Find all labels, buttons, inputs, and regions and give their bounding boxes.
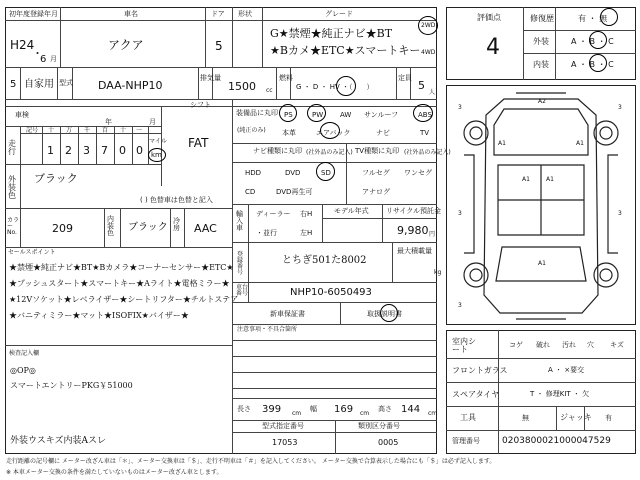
control-no-value: 0203800021000047529 — [502, 436, 611, 446]
front-glass-label: フロントガラス — [452, 366, 508, 375]
ac-label: 冷房 — [173, 217, 180, 232]
width-value: 169 — [334, 404, 354, 415]
indoor-dirt: 汚れ — [562, 341, 576, 349]
registration-number: とちぎ501た8002 — [282, 255, 367, 266]
indoor-hole: 穴 — [587, 341, 594, 349]
score-value: 4 — [486, 35, 500, 60]
door-count: 5 — [215, 39, 223, 53]
diagram-label-10: 3 — [618, 210, 622, 217]
car-name: アクア — [108, 38, 144, 52]
reg-month-prefix: ・ — [32, 47, 43, 60]
reg-month: 6 — [40, 54, 47, 65]
mileage-digit-3: 3 — [83, 144, 90, 157]
max-load-label: 最大積載量 — [397, 247, 432, 255]
indoor-burn: コゲ — [509, 341, 523, 349]
inspector-line-2: スマートエントリーPKG￥51000 — [10, 381, 133, 390]
shift-label: シフト — [190, 101, 211, 109]
manual-circle — [380, 304, 398, 322]
width-label: 幅 — [310, 405, 317, 413]
fuel-options: G ・ D ・ HV ・（ ） — [296, 83, 374, 91]
equip-abs: ABS — [418, 111, 432, 119]
equip-sunroof: サンルーフ — [364, 111, 399, 119]
spare-tire-label: スペアタイヤ — [452, 390, 500, 399]
max-load-unit: kg — [434, 269, 442, 276]
capacity-unit: 人 — [429, 89, 436, 96]
navi-label: ナビ種類に丸印 — [253, 147, 302, 155]
mileage-unit-mile: マイル — [149, 138, 167, 145]
manual-label: 取扱説明書 — [367, 310, 402, 318]
color-no-label: カラーNo. — [7, 217, 20, 236]
import-dealer: ディーラー — [256, 210, 291, 218]
indoor-tear: 破れ — [536, 341, 550, 349]
chassis-number: NHP10-6050493 — [290, 287, 372, 298]
footer-line-1: 走行距離の記号欄に メーター改ざん車は「＊」、メーター交換車は「＄」、走行不明車は「＃」を記入してください。 メーター交換で合算表示した場合にも「＄」は必ず記入します。 — [6, 458, 496, 465]
equip-navi: ナビ — [376, 129, 390, 137]
drive-2wd: 2WD — [421, 22, 436, 29]
digit-label-3: 千 — [84, 127, 91, 134]
equip-pw-circle — [307, 104, 326, 122]
displacement-unit: cc — [266, 87, 273, 94]
digit-label-1: 十 — [48, 127, 55, 134]
indoor-scratch: キズ — [610, 341, 624, 349]
car-name-label: 車名 — [124, 10, 138, 18]
import-parallel: ・並行 — [256, 229, 277, 237]
int-grade-label: 内装 — [533, 60, 549, 69]
int-grade-circle — [589, 54, 607, 72]
ext-grade-options: A ・ B ・ C — [571, 37, 614, 46]
diagram-label-6: A1 — [498, 140, 506, 147]
diagram-label-11: 3 — [458, 302, 462, 309]
tv-label: TV種類に丸印 — [355, 147, 400, 155]
navi-dvd: DVD — [285, 169, 301, 177]
recycle-unit: 円 — [429, 231, 436, 238]
model-label: 型式 — [59, 79, 73, 87]
equip-abs-circle — [413, 104, 433, 122]
equipment-sub: (純正のみ) — [237, 127, 266, 134]
ac-value: AAC — [194, 222, 217, 235]
equip-pw: PW — [312, 111, 324, 119]
diagram-label-5: A1 — [546, 176, 554, 183]
ext-grade-label: 外装 — [533, 37, 549, 46]
length-unit: cm — [292, 410, 302, 417]
mileage-digit-2: 2 — [65, 144, 72, 157]
length-value: 399 — [262, 404, 282, 415]
grade-line-2: ★Bカメ★ETC★スマートキー — [270, 44, 421, 57]
restore-options: 有 ・ 無 — [578, 14, 608, 23]
registration-label: 登録番号 — [237, 251, 244, 276]
equip-ps: PS — [284, 111, 293, 119]
indoor-seat-label: 室内シート — [452, 337, 476, 354]
spare-tire-options: T ・ 修理KIT ・ 欠 — [530, 390, 590, 398]
mileage-digit-4: 7 — [101, 144, 108, 157]
notes-label: 注意事項・不具合箇所 — [237, 326, 298, 333]
fuel-label: 燃料 — [279, 74, 293, 82]
sales-line-3: ★12Vソケット★レベライザー★シートリフター★チルトステア — [9, 295, 239, 304]
interior-label: 内装色 — [107, 215, 114, 237]
score-label: 評価点 — [477, 13, 501, 22]
height-unit: cm — [428, 410, 438, 417]
tools-label: 工具 — [460, 413, 476, 422]
class-no-label: 類別区分番号 — [358, 422, 400, 430]
import-left: 左H — [300, 229, 313, 237]
length-label: 長さ — [237, 405, 251, 413]
jack-value: 有 — [605, 414, 612, 422]
model-year-label: モデル年式 — [334, 207, 369, 215]
tv-analog: アナログ — [362, 188, 390, 196]
import-label: 輸入車 — [236, 210, 243, 232]
equip-leather: 本革 — [282, 129, 296, 137]
sales-line-1: ★禁煙★純正ナビ★BT★Bカメラ★コーナーセンサー★ETC★ — [9, 263, 234, 272]
plate-class: 5 — [10, 79, 17, 90]
km-circle — [148, 148, 166, 162]
digit-label-4: 百 — [102, 127, 109, 134]
sales-line-4: ★バニティミラー★マット★ISOFIX★バイザー★ — [9, 311, 189, 320]
equip-airbag: エアバック — [316, 129, 351, 137]
footer-line-2: ※ 本車メーター交換の条件を満たしていないものはメーター改ざん車とします。 — [6, 469, 223, 476]
type-spec-value: 17053 — [272, 438, 298, 447]
tv-fullseg: フルセグ — [362, 169, 390, 177]
drive-4wd: 4WD — [421, 49, 436, 56]
warranty-label: 新車保証書 — [270, 310, 305, 318]
mileage-digit-1: 1 — [47, 144, 54, 157]
navi-sd-circle — [316, 162, 335, 181]
ext-grade-circle — [589, 31, 607, 49]
grade-label: グレード — [325, 10, 353, 18]
sales-line-2: ★プッシュスタート★スマートキー★Aライト★電格ミラー★ — [9, 279, 230, 288]
ext-color-label: 外装色 — [8, 175, 16, 200]
capacity-label: 定員 — [398, 74, 412, 82]
navi-dvd-play: DVD再生可 — [276, 188, 313, 196]
grade-line-1: G★禁煙★純正ナビ★BT — [270, 27, 393, 40]
inspector-bottom: 外装ウスキズ内装Aスレ — [10, 436, 107, 446]
restore-label: 修復歴 — [530, 14, 554, 23]
diagram-label-4: A1 — [522, 176, 530, 183]
diagram-label-8: A1 — [538, 260, 546, 267]
diagram-label-9: 3 — [458, 210, 462, 217]
front-glass-options: A ・ ×要交 — [548, 366, 585, 374]
reg-date-label: 初年度登録年月 — [9, 10, 58, 18]
inspection-year-unit: 年 — [105, 118, 112, 126]
fuel-hv-circle — [336, 76, 356, 96]
navi-cd: CD — [245, 188, 256, 196]
car-diagram — [446, 85, 636, 325]
diagram-label-2: A2 — [538, 98, 546, 105]
shape-label: 形状 — [238, 10, 252, 18]
class-no-value: 0005 — [378, 438, 399, 447]
inspector-label: 検査記入欄 — [9, 350, 40, 357]
equip-ps-circle — [279, 104, 297, 122]
jack-label: ジャッキ — [560, 413, 592, 422]
usage: 自家用 — [24, 79, 54, 90]
control-no-label: 管理番号 — [452, 437, 480, 445]
tv-sub: (社外品のみ記入) — [404, 149, 451, 156]
recycle-value: 9,980 — [397, 224, 429, 237]
inspection-month-unit: 月 — [149, 118, 156, 126]
height-label: 高さ — [378, 405, 392, 413]
mileage-digit-6: 0 — [136, 144, 143, 157]
navi-sub: (社外品のみ記入) — [306, 149, 353, 156]
capacity: 5 — [418, 79, 425, 92]
tools-value: 無 — [522, 414, 529, 422]
int-grade-options: A ・ B ・ C — [571, 60, 614, 69]
equip-aw: AW — [340, 111, 352, 119]
equipment-label: 装備品に丸印 — [236, 109, 278, 117]
interior-color: ブラック — [128, 222, 168, 233]
import-right: 右H — [300, 210, 313, 218]
model-code: DAA-NHP10 — [98, 79, 163, 92]
door-label: ドア — [211, 10, 225, 18]
inspector-line-1: ◎OP◎ — [10, 366, 36, 375]
shift-value: FAT — [188, 136, 209, 150]
mileage-label: 走行 — [8, 139, 16, 156]
reg-month-unit: 月 — [50, 55, 57, 63]
equip-tv: TV — [420, 129, 430, 137]
diagram-label-3: 3 — [618, 104, 622, 111]
displacement-label: 排気量 — [200, 74, 221, 82]
inspection-label: 車検 — [15, 111, 29, 119]
reg-year: H24 — [10, 38, 35, 52]
sales-point-label: セールスポイント — [8, 249, 56, 256]
equip-airbag-circle — [320, 122, 340, 139]
displacement: 1500 — [228, 80, 256, 93]
navi-sd: SD — [321, 169, 331, 177]
diagram-label-7: A1 — [576, 140, 584, 147]
width-unit: cm — [360, 410, 370, 417]
mileage-digit-5: 0 — [119, 144, 126, 157]
navi-hdd: HDD — [245, 169, 262, 177]
digit-label-6: 一 — [136, 127, 143, 134]
color-no: 209 — [52, 222, 73, 235]
ext-color: ブラック — [34, 172, 78, 185]
mileage-unit-km: km — [151, 151, 162, 159]
type-spec-label: 型式指定番号 — [262, 422, 304, 430]
restore-circle — [600, 8, 618, 26]
diagram-label-1: 3 — [458, 104, 462, 111]
height-value: 144 — [401, 404, 421, 415]
tv-oneseg: ワンセグ — [404, 169, 432, 177]
chassis-label: 車台番号 — [236, 284, 249, 297]
recycle-label: リサイクル預託金 — [386, 207, 442, 215]
mileage-record-label: 記号 — [26, 127, 39, 134]
digit-label-5: 十 — [120, 127, 127, 134]
digit-label-2: 万 — [66, 127, 73, 134]
color-note: ( ) 色替車は色替と記入 — [140, 196, 213, 204]
